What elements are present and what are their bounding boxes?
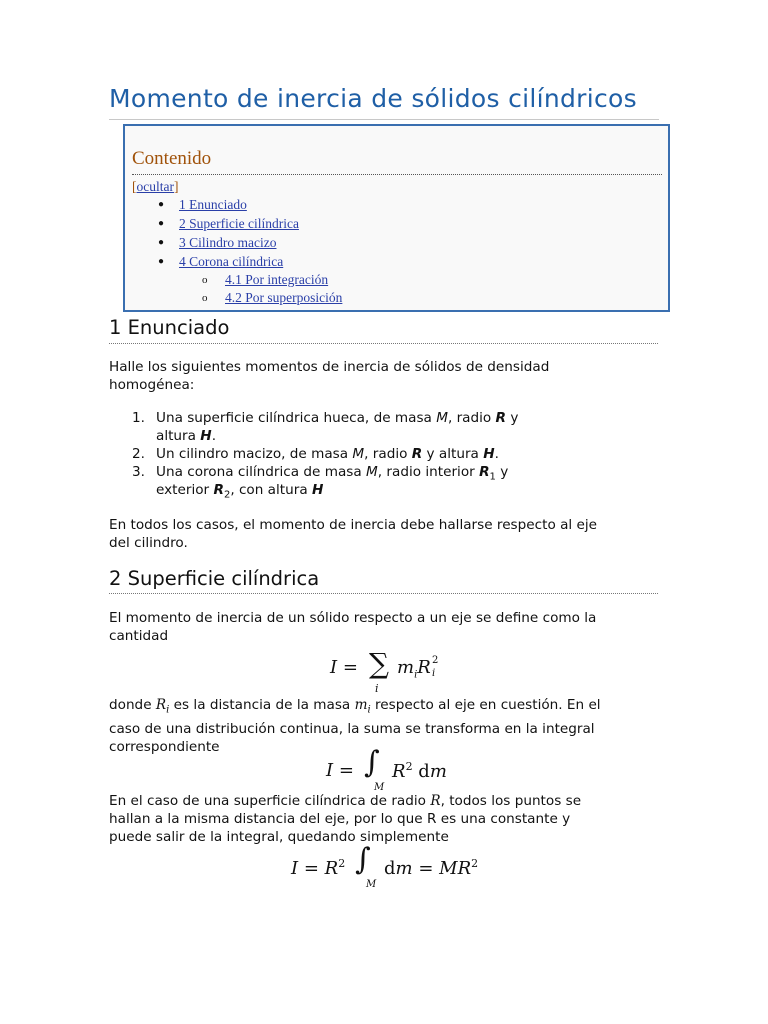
superficie-p3: En el caso de una superficie cilíndrica de radio R, todos los puntos se hallan a la misma distancia del eje, por lo que R es una constante y puede salir de la integral, quedando simplemente [109, 793, 582, 845]
enunciado-closing: En todos los casos, el momento de inercia debe hallarse respecto al eje del cilindro. [109, 517, 598, 551]
toc-item-cilindro[interactable]: 3 Cilindro macizo [179, 235, 277, 250]
toc-divider [132, 174, 662, 175]
toc-hide-link[interactable]: ocultar [136, 179, 174, 194]
toc-subitem-superposicion[interactable]: 4.2 Por superposición [225, 290, 343, 305]
circle-bullet-icon: o [202, 292, 208, 304]
toc-item-superficie[interactable]: 2 Superficie cilíndrica [179, 216, 299, 231]
section-heading-enunciado: 1 Enunciado [109, 316, 230, 339]
bullet-icon: ● [158, 218, 165, 229]
circle-bullet-icon: o [202, 274, 208, 286]
section-divider [109, 343, 658, 344]
superficie-p2: donde $R_i$ es la distancia de la masa $m_i$ respecto al eje en cuestión. En el caso de una distribución continua, la suma se transforma en la integral correspondiente [109, 697, 601, 755]
toc-heading: Contenido [132, 148, 212, 169]
enunciado-intro: Halle los siguientes momentos de inercia de sólidos de densidad homogénea: [109, 359, 550, 393]
toc-toggle: [ocultar] [132, 179, 179, 194]
section-divider [109, 593, 658, 594]
toc-item-corona[interactable]: 4 Corona cilíndrica [179, 254, 284, 269]
bullet-icon: ● [158, 256, 165, 267]
toc-subitem-integracion[interactable]: 4.1 Por integración [225, 272, 329, 287]
bullet-icon: ● [158, 237, 165, 248]
table-of-contents [123, 124, 670, 312]
section-heading-superficie: 2 Superficie cilíndrica [109, 567, 320, 590]
page-title: Momento de inercia de sólidos cilíndricos [109, 84, 637, 113]
bullet-icon: ● [158, 199, 165, 210]
title-divider [109, 119, 659, 120]
toc-item-enunciado[interactable]: 1 Enunciado [179, 197, 247, 212]
superficie-p1: El momento de inercia de un sólido respecto a un eje se define como la cantidad [109, 610, 597, 644]
